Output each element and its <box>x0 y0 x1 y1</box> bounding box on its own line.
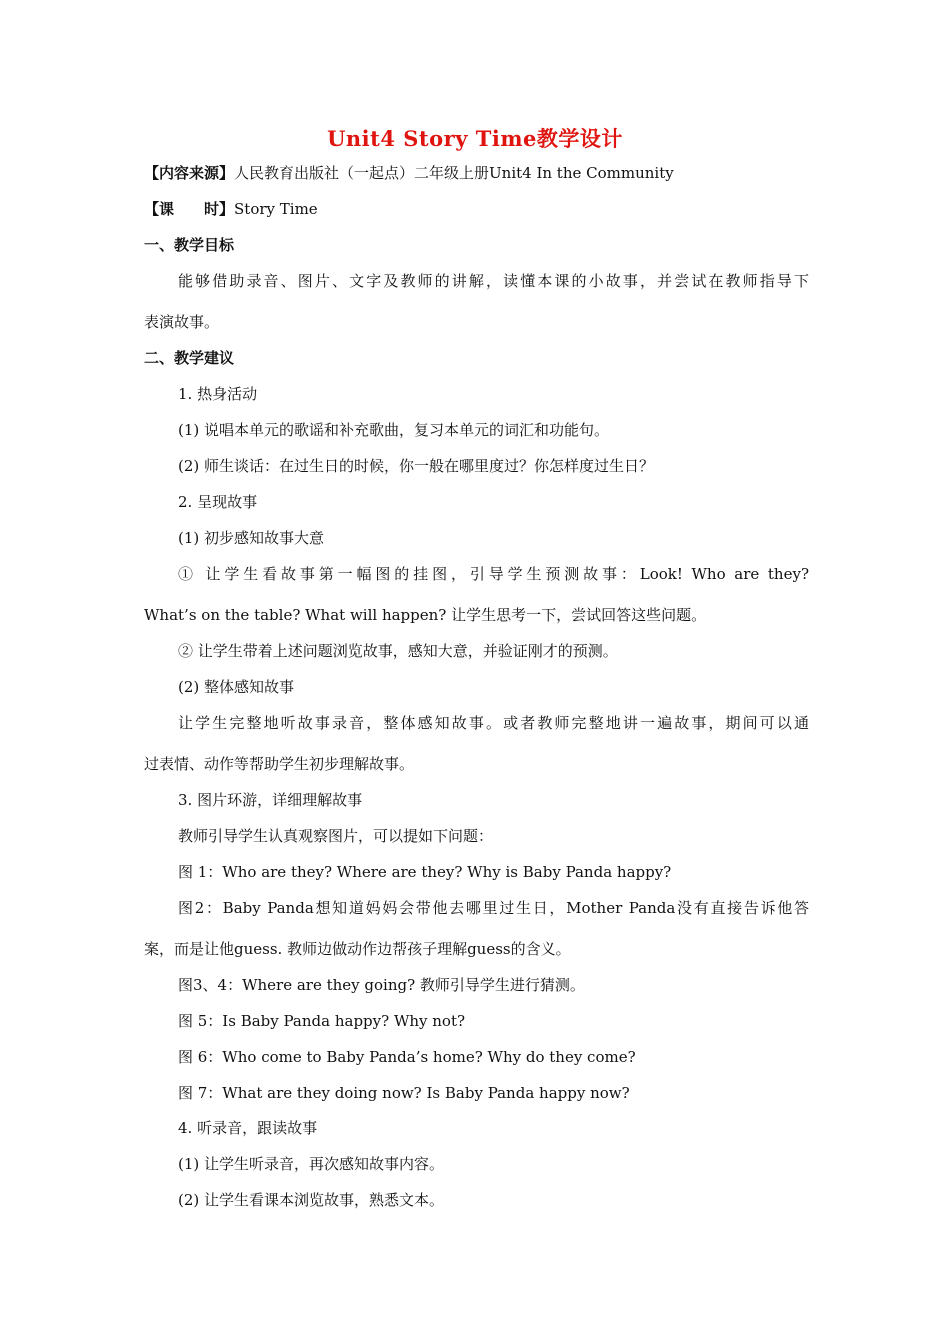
period-label: 【课 时】 <box>144 200 235 218</box>
list-item: 图 1：Who are they? Where are they? Why is Baby Panda happy? <box>178 863 672 881</box>
paragraph-line: What’s on the table? What will happen? 让学生思考一下，尝试回答这些问题。 <box>144 606 707 624</box>
list-item: (2) 师生谈话：在过生日的时候，你一般在哪里度过？你怎样度过生日？ <box>178 457 655 475</box>
source-value: 人民教育出版社（一起点）二年级上册Unit4 In the Community <box>234 164 674 182</box>
list-item: (1) 初步感知故事大意 <box>178 529 325 547</box>
paragraph-line: 教师引导学生认真观察图片，可以提如下问题： <box>178 827 494 845</box>
paragraph-line: 让学生完整地听故事录音，整体感知故事。或者教师完整地讲一遍故事，期间可以通 <box>178 714 809 732</box>
list-item: (2) 让学生看课本浏览故事，熟悉文本。 <box>178 1191 445 1209</box>
list-item: 图 6：Who come to Baby Panda’s home? Why do they come? <box>178 1048 636 1066</box>
goals-paragraph-line: 表演故事。 <box>144 313 220 331</box>
goals-paragraph-line: 能够借助录音、图片、文字及教师的讲解，读懂本课的小故事，并尝试在教师指导下 <box>178 272 809 290</box>
paragraph-line: 过表情、动作等帮助学生初步理解故事。 <box>144 755 415 773</box>
section-heading-suggestions: 二、教学建议 <box>144 349 235 367</box>
list-item: (1) 让学生听录音，再次感知故事内容。 <box>178 1155 445 1173</box>
step-heading: 3. 图片环游，详细理解故事 <box>178 791 363 809</box>
step-heading: 2. 呈现故事 <box>178 493 258 511</box>
source-line <box>144 162 809 184</box>
paragraph-line: 案，而是让他guess. 教师边做动作边帮孩子理解guess的含义。 <box>144 940 571 958</box>
paragraph-line: ① 让学生看故事第一幅图的挂图，引导学生预测故事：Look! Who are they? <box>178 565 809 583</box>
source-label: 【内容来源】 <box>144 164 235 182</box>
list-item: 图3、4：Where are they going? 教师引导学生进行猜测。 <box>178 976 585 994</box>
period-value: Story Time <box>234 200 318 218</box>
period-line <box>144 198 809 220</box>
list-item: (1) 说唱本单元的歌谣和补充歌曲，复习本单元的词汇和功能句。 <box>178 421 610 439</box>
list-item: (2) 整体感知故事 <box>178 678 295 696</box>
section-heading-goals: 一、教学目标 <box>144 236 235 254</box>
list-item: 图 5：Is Baby Panda happy? Why not? <box>178 1012 466 1030</box>
list-item: ② 让学生带着上述问题浏览故事，感知大意，并验证刚才的预测。 <box>178 642 618 660</box>
document-title: Unit4 Story Time教学设计 <box>327 126 623 151</box>
step-heading: 4. 听录音，跟读故事 <box>178 1119 318 1137</box>
paragraph-line: 图2：Baby Panda想知道妈妈会带他去哪里过生日，Mother Panda没有直接告诉他答 <box>178 899 809 917</box>
list-item: 图 7：What are they doing now? Is Baby Panda happy now? <box>178 1084 630 1102</box>
step-heading: 1. 热身活动 <box>178 385 258 403</box>
